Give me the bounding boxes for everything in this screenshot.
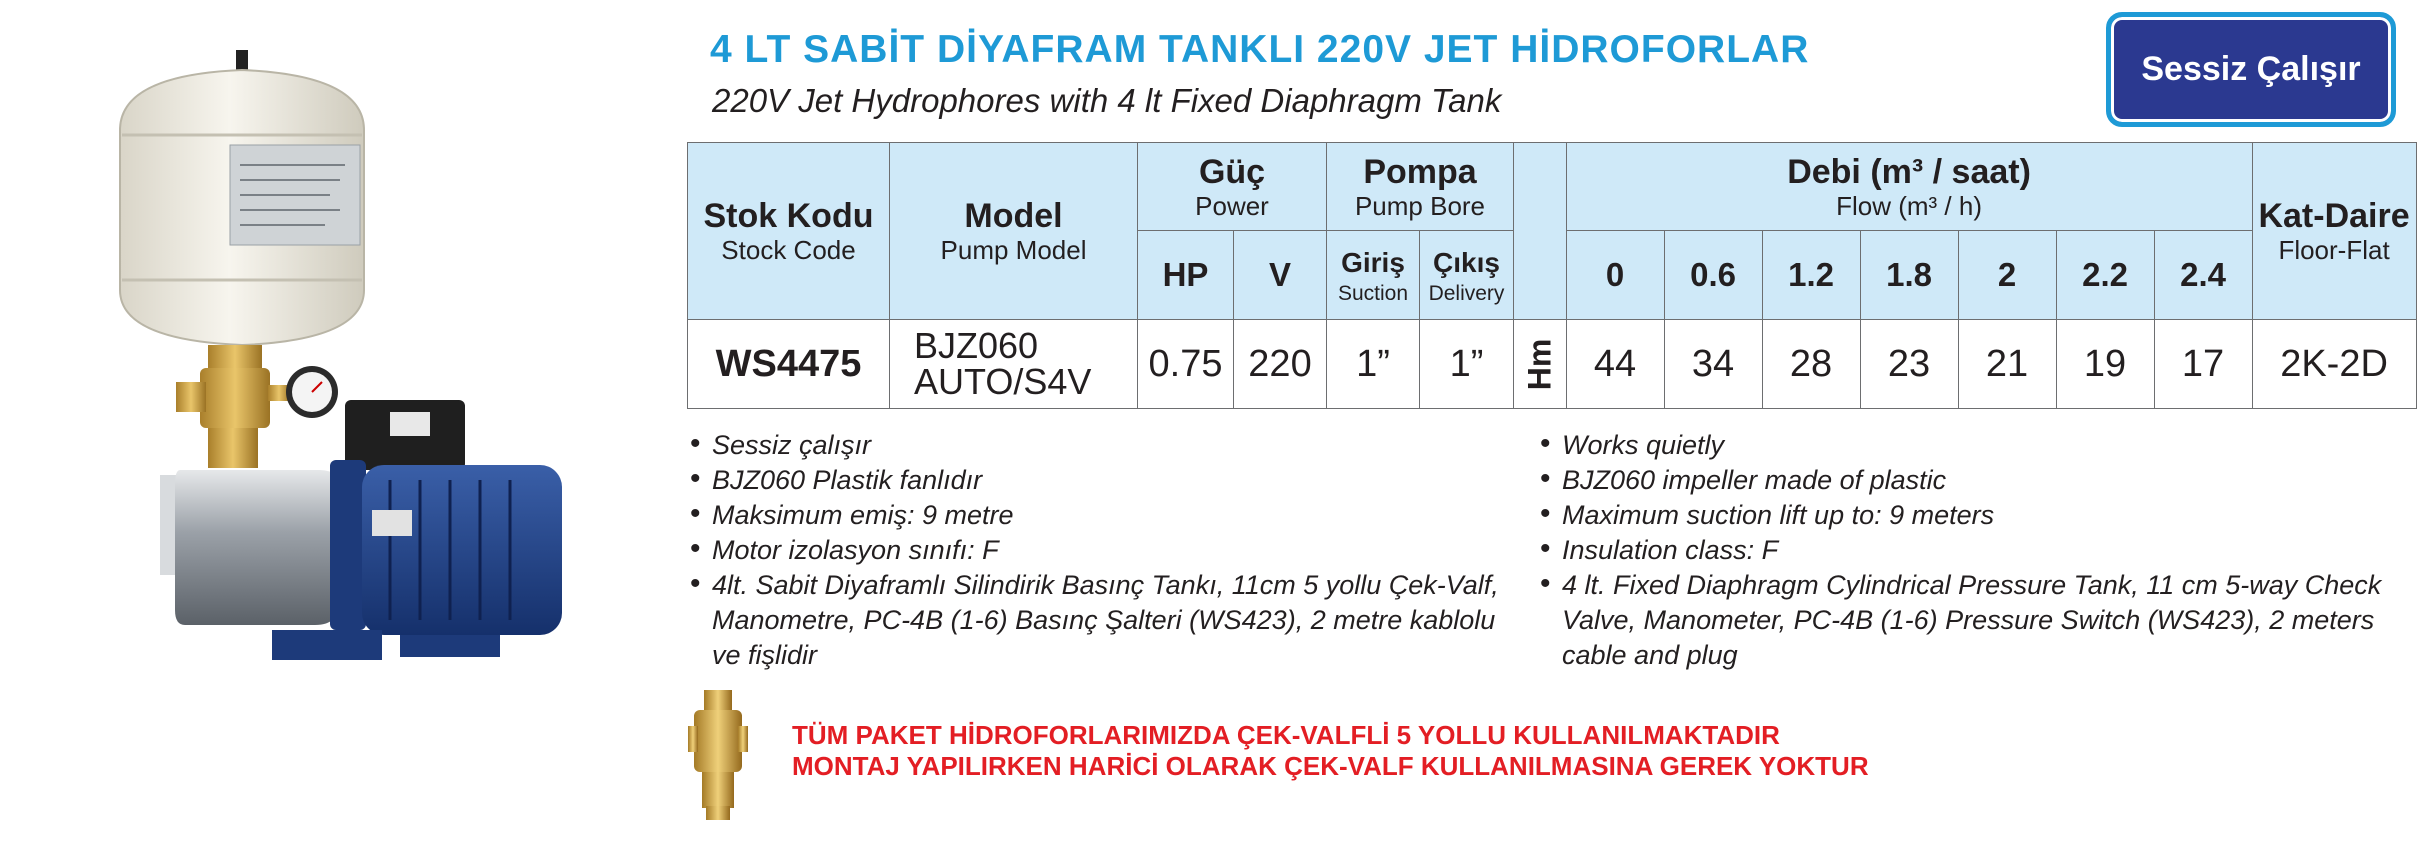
flow-col-header: 0.6 — [1664, 231, 1762, 320]
feature-item: • BJZ060 impeller made of plastic — [1540, 463, 2410, 498]
power-header — [1138, 143, 1327, 231]
delivery-header-en: Delivery — [1428, 282, 1505, 305]
feature-item: • Maksimum emiş: 9 metre — [690, 498, 1520, 533]
floor-flat-cell: 2K-2D — [2252, 320, 2416, 409]
delivery-header-tr: Çıkış — [1433, 247, 1500, 278]
flow-col-header: 1.2 — [1762, 231, 1860, 320]
pump-bore-header-en: Pump Bore — [1354, 190, 1486, 221]
hp-cell: 0.75 — [1138, 320, 1234, 409]
flow-cell: 44 — [1566, 320, 1664, 409]
model-header-tr: Model — [964, 197, 1063, 235]
feature-item: • Maximum suction lift up to: 9 meters — [1540, 498, 2410, 533]
suction-header — [1327, 231, 1420, 320]
flow-header-tr: Debi (m³ / saat) — [1787, 152, 2031, 191]
flow-header — [1566, 143, 2252, 231]
feature-item: • BJZ060 Plastik fanlıdır — [690, 463, 1520, 498]
table-row — [688, 320, 2417, 409]
spec-table — [687, 142, 2417, 409]
feature-item: • Insulation class: F — [1540, 533, 2410, 568]
hydrophore-pump-image — [90, 40, 650, 700]
feature-item: • Works quietly — [1540, 428, 2410, 463]
flow-cell: 28 — [1762, 320, 1860, 409]
page-subtitle: 220V Jet Hydrophores with 4 lt Fixed Diaphragm Tank — [712, 82, 1502, 119]
model-cell — [890, 320, 1138, 409]
feature-item: • 4 lt. Fixed Diaphragm Cylindrical Pressure Tank, 11 cm 5-way Check Valve, Manometer, PC-4B (1-6) Pressure Switch (WS423), 2 meters cable and plug — [1540, 568, 2410, 673]
silent-operation-badge: Sessiz Çalışır — [2106, 12, 2396, 127]
floor-flat-header — [2252, 143, 2416, 320]
stock-code-header-tr: Stok Kodu — [703, 197, 874, 235]
notice-line-2: MONTAJ YAPILIRKEN HARİCİ OLARAK ÇEK-VALF KULLANILMASINA GEREK YOKTUR — [792, 751, 1869, 781]
feature-item: • Motor izolasyon sınıfı: F — [690, 533, 1520, 568]
flow-col-header: 0 — [1566, 231, 1664, 320]
flow-cell: 21 — [1958, 320, 2056, 409]
floor-flat-header-tr: Kat-Daire — [2258, 197, 2410, 235]
model-line-2: AUTO/S4V — [914, 361, 1092, 402]
hm-spacer-header — [1514, 143, 1567, 320]
power-header-tr: Güç — [1198, 152, 1266, 191]
volt-cell: 220 — [1234, 320, 1327, 409]
pump-bore-header-tr: Pompa — [1363, 152, 1477, 191]
suction-header-en: Suction — [1337, 282, 1409, 305]
delivery-header — [1420, 231, 1514, 320]
check-valve-image — [688, 690, 748, 820]
stock-code-cell: WS4475 — [688, 320, 890, 409]
notice-text — [792, 720, 1869, 782]
stock-code-header-en: Stock Code — [721, 235, 856, 265]
model-header — [890, 143, 1138, 320]
pump-bore-header — [1327, 143, 1514, 231]
hp-header: HP — [1138, 231, 1234, 320]
page-title: 4 LT SABİT DİYAFRAM TANKLI 220V JET HİDROFORLAR — [710, 28, 1810, 71]
flow-header-en: Flow (m³ / h) — [1836, 190, 1982, 221]
flow-cell: 23 — [1860, 320, 1958, 409]
hm-label-cell — [1514, 320, 1567, 409]
floor-flat-header-en: Floor-Flat — [2278, 235, 2390, 265]
volt-header: V — [1234, 231, 1327, 320]
feature-item: • Sessiz çalışır — [690, 428, 1520, 463]
features-list-tr — [690, 428, 1520, 673]
flow-col-header: 2 — [1958, 231, 2056, 320]
notice-line-1: TÜM PAKET HİDROFORLARIMIZDA ÇEK-VALFLİ 5 YOLLU KULLANILMAKTADIR — [792, 720, 1780, 750]
suction-cell: 1” — [1327, 320, 1420, 409]
flow-cell: 17 — [2154, 320, 2252, 409]
features-list-en — [1540, 428, 2410, 673]
model-header-en: Pump Model — [940, 235, 1087, 265]
delivery-cell: 1” — [1420, 320, 1514, 409]
flow-cell: 19 — [2056, 320, 2154, 409]
suction-header-tr: Giriş — [1341, 247, 1405, 278]
hm-label: Hm — [1521, 338, 1558, 390]
model-line-1: BJZ060 — [914, 325, 1039, 366]
feature-item: • 4lt. Sabit Diyaframlı Silindirik Basınç Tankı, 11cm 5 yollu Çek-Valf, Manometre, PC-4B (1-6) Basınç Şalteri (WS423), 2 metre kablolu ve fişlidir — [690, 568, 1520, 673]
flow-cell: 34 — [1664, 320, 1762, 409]
stock-code-header — [688, 143, 890, 320]
power-header-en: Power — [1195, 190, 1269, 221]
flow-col-header: 2.4 — [2154, 231, 2252, 320]
flow-col-header: 2.2 — [2056, 231, 2154, 320]
flow-col-header: 1.8 — [1860, 231, 1958, 320]
